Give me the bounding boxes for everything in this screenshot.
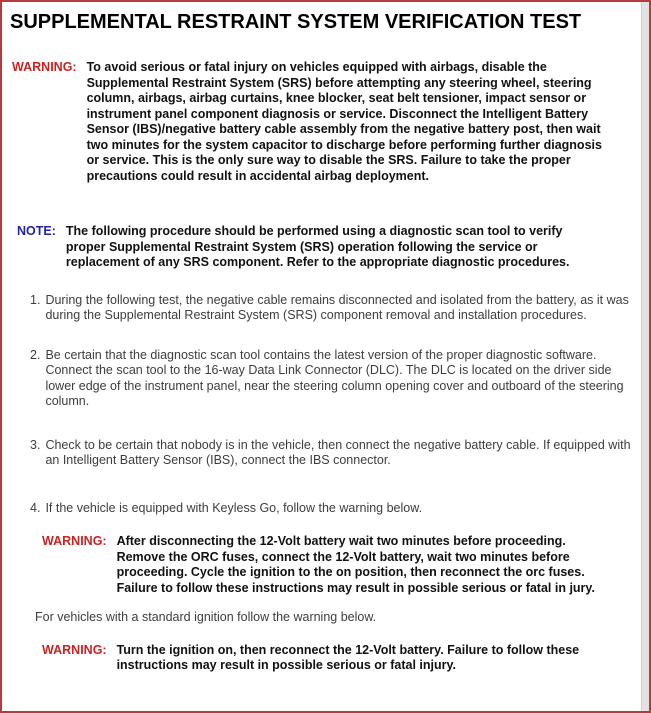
step-number: 4. — [30, 500, 41, 515]
step-text: If the vehicle is equipped with Keyless Go, follow the warning below. — [45, 500, 423, 515]
warning-label: WARNING: — [12, 60, 77, 74]
warning-block-top — [2, 60, 649, 184]
page-title: SUPPLEMENTAL RESTRAINT SYSTEM VERIFICATION TEST — [10, 11, 582, 33]
note-text: The following procedure should be performed using a diagnostic scan tool to verify proper Supplemental Restraint System (SRS) operation following the service or replacement of any SRS component. Refer to the appropriate diagnostic procedures. — [65, 224, 570, 269]
scrollbar-track[interactable] — [641, 2, 649, 711]
warning-label: WARNING: — [42, 642, 107, 657]
procedure-steps — [2, 293, 649, 674]
note-label: NOTE: — [17, 224, 56, 238]
warning-text: To avoid serious or fatal injury on vehicles equipped with airbags, disable the Supplemental Restraint System (SRS) before attempting any steering wheel, steering column, airbags, airbag curtains, knee blocker, seat belt tensioner, impact sensor or instrument panel component diagnosis or service. Disconnect the Intelligent Battery Sensor (IBS)/negative battery cable assembly from the negative battery post, then wait two minutes for the system capacitor to discharge before performing further diagnosis or service. This is the only sure way to disable the SRS. Failure to take the proper precautions could result in accidental airbag deployment. — [86, 60, 602, 183]
note-block — [2, 224, 649, 271]
step-text: During the following test, the negative cable remains disconnected and isolated from the battery, as it was during the Supplemental Restraint System (SRS) component removal and installation procedures. — [45, 292, 629, 322]
step-number: 1. — [30, 292, 41, 307]
standard-ignition-paragraph: For vehicles with a standard ignition follow the warning below. — [35, 610, 377, 624]
step-item-4 — [2, 501, 649, 517]
step-number: 3. — [30, 437, 41, 452]
step-text: Check to be certain that nobody is in the vehicle, then connect the negative battery cable. If equipped with an Intelligent Battery Sensor (IBS), connect the IBS connector. — [45, 437, 631, 467]
step-item-3 — [2, 438, 649, 469]
step-item-1 — [2, 293, 649, 324]
warning-label: WARNING: — [42, 534, 107, 548]
warning-block-standard-ignition — [2, 643, 649, 674]
step-number: 2. — [30, 347, 41, 362]
step-text: Be certain that the diagnostic scan tool contains the latest version of the proper diagnostic software. Connect the scan tool to the 16-way Data Link Connector (DLC). The DLC is located on the driver side lower edge of the instrument panel, near the steering column opening cover and outboard of the steering column. — [45, 347, 624, 408]
warning-block-keyless — [2, 534, 649, 596]
warning-text: After disconnecting the 12-Volt battery wait two minutes before proceeding. Remove the ORC fuses, connect the 12-Volt battery, wait two minutes before proceeding. Cycle the ignition to the on position, then reconnect the orc fuses. Failure to follow these instructions may result in possible serious or fatal in jury. — [116, 534, 595, 595]
step-item-2 — [2, 348, 649, 410]
warning-text: Turn the ignition on, then reconnect the 12-Volt battery. Failure to follow these instructions may result in possible serious or fatal injury. — [116, 642, 580, 672]
